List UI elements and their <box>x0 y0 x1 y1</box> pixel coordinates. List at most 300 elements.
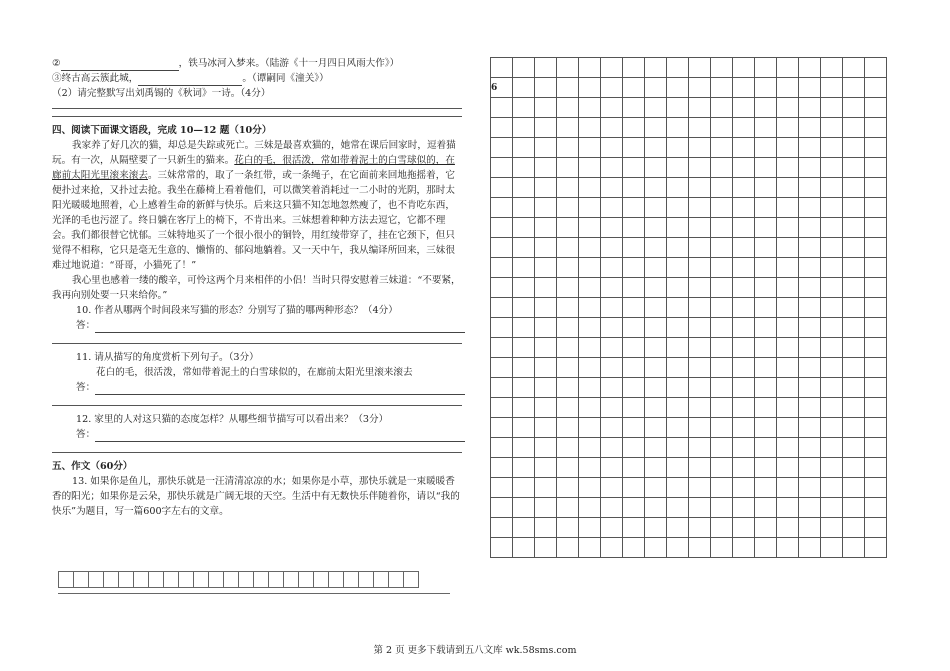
grid-cell[interactable] <box>579 538 601 558</box>
grid-cell[interactable] <box>314 572 329 588</box>
grid-cell[interactable] <box>755 118 777 138</box>
essay-writing-grid[interactable] <box>490 57 887 558</box>
grid-cell[interactable] <box>777 338 799 358</box>
grid-cell[interactable] <box>821 178 843 198</box>
grid-cell[interactable] <box>755 478 777 498</box>
grid-cell[interactable] <box>645 218 667 238</box>
grid-cell[interactable] <box>557 518 579 538</box>
grid-cell[interactable] <box>733 178 755 198</box>
grid-cell[interactable] <box>799 378 821 398</box>
grid-cell[interactable] <box>557 78 579 98</box>
grid-cell[interactable] <box>601 138 623 158</box>
grid-cell[interactable] <box>711 478 733 498</box>
blank[interactable] <box>95 430 465 442</box>
grid-cell[interactable] <box>843 218 865 238</box>
grid-cell[interactable] <box>535 318 557 338</box>
grid-cell[interactable] <box>491 318 513 338</box>
grid-cell[interactable] <box>59 572 74 588</box>
grid-cell[interactable] <box>601 418 623 438</box>
grid-cell[interactable] <box>865 438 887 458</box>
grid-cell[interactable] <box>821 198 843 218</box>
grid-cell[interactable] <box>491 218 513 238</box>
grid-cell[interactable] <box>865 398 887 418</box>
grid-cell[interactable] <box>601 478 623 498</box>
grid-cell[interactable] <box>557 258 579 278</box>
grid-cell[interactable] <box>865 238 887 258</box>
blank[interactable] <box>95 383 465 395</box>
grid-cell[interactable] <box>149 572 164 588</box>
grid-cell[interactable] <box>755 418 777 438</box>
grid-cell[interactable] <box>733 518 755 538</box>
grid-cell[interactable] <box>733 218 755 238</box>
grid-cell[interactable] <box>799 538 821 558</box>
grid-cell[interactable] <box>711 58 733 78</box>
grid-cell[interactable] <box>711 298 733 318</box>
grid-cell[interactable] <box>491 538 513 558</box>
grid-cell[interactable] <box>821 418 843 438</box>
grid-cell[interactable] <box>557 298 579 318</box>
blank[interactable] <box>95 321 465 333</box>
grid-cell[interactable] <box>733 138 755 158</box>
grid-cell[interactable] <box>821 398 843 418</box>
grid-cell[interactable] <box>254 572 269 588</box>
grid-cell[interactable] <box>843 318 865 338</box>
grid-cell[interactable] <box>777 138 799 158</box>
grid-cell[interactable] <box>667 178 689 198</box>
grid-cell[interactable] <box>733 358 755 378</box>
grid-cell[interactable] <box>667 498 689 518</box>
grid-cell[interactable] <box>865 78 887 98</box>
grid-cell[interactable] <box>755 338 777 358</box>
grid-cell[interactable] <box>667 118 689 138</box>
grid-cell[interactable] <box>733 58 755 78</box>
grid-cell[interactable] <box>755 278 777 298</box>
grid-cell[interactable] <box>711 98 733 118</box>
grid-cell[interactable] <box>733 98 755 118</box>
grid-cell[interactable] <box>623 78 645 98</box>
grid-cell[interactable] <box>711 278 733 298</box>
grid-cell[interactable] <box>689 78 711 98</box>
grid-cell[interactable] <box>104 572 119 588</box>
grid-cell[interactable] <box>579 218 601 238</box>
grid-cell[interactable] <box>194 572 209 588</box>
grid-cell[interactable] <box>513 78 535 98</box>
grid-cell[interactable] <box>799 258 821 278</box>
grid-cell[interactable] <box>755 358 777 378</box>
grid-cell[interactable] <box>119 572 134 588</box>
grid-cell[interactable] <box>777 298 799 318</box>
grid-cell[interactable] <box>799 218 821 238</box>
grid-cell[interactable] <box>601 518 623 538</box>
grid-cell[interactable] <box>579 518 601 538</box>
grid-cell[interactable] <box>689 338 711 358</box>
grid-cell[interactable] <box>579 318 601 338</box>
grid-cell[interactable] <box>623 98 645 118</box>
grid-cell[interactable] <box>557 178 579 198</box>
grid-cell[interactable] <box>557 158 579 178</box>
grid-cell[interactable] <box>535 298 557 318</box>
grid-cell[interactable] <box>557 138 579 158</box>
grid-cell[interactable] <box>491 258 513 278</box>
grid-cell[interactable] <box>623 478 645 498</box>
grid-cell[interactable] <box>799 318 821 338</box>
grid-cell[interactable] <box>711 358 733 378</box>
grid-cell[interactable] <box>623 178 645 198</box>
grid-cell[interactable] <box>843 138 865 158</box>
grid-cell[interactable] <box>535 138 557 158</box>
grid-cell[interactable] <box>689 458 711 478</box>
grid-cell[interactable] <box>865 158 887 178</box>
grid-cell[interactable] <box>513 198 535 218</box>
grid-cell[interactable] <box>755 158 777 178</box>
grid-cell[interactable] <box>645 138 667 158</box>
grid-cell[interactable] <box>799 158 821 178</box>
grid-cell[interactable] <box>865 338 887 358</box>
grid-cell[interactable] <box>601 378 623 398</box>
grid-cell[interactable] <box>557 238 579 258</box>
grid-cell[interactable] <box>601 98 623 118</box>
grid-cell[interactable] <box>821 98 843 118</box>
grid-cell[interactable] <box>579 498 601 518</box>
grid-cell[interactable] <box>535 518 557 538</box>
grid-cell[interactable] <box>711 138 733 158</box>
grid-cell[interactable] <box>535 218 557 238</box>
grid-cell[interactable] <box>179 572 194 588</box>
grid-cell[interactable] <box>623 278 645 298</box>
grid-cell[interactable] <box>491 518 513 538</box>
essay-grid-strip[interactable] <box>58 571 419 588</box>
grid-cell[interactable] <box>711 258 733 278</box>
grid-cell[interactable] <box>755 438 777 458</box>
grid-cell[interactable] <box>733 438 755 458</box>
grid-cell[interactable] <box>74 572 89 588</box>
grid-cell[interactable] <box>821 318 843 338</box>
grid-cell[interactable] <box>711 398 733 418</box>
grid-cell[interactable] <box>689 278 711 298</box>
grid-cell[interactable] <box>284 572 299 588</box>
grid-cell[interactable] <box>557 198 579 218</box>
grid-cell[interactable] <box>645 318 667 338</box>
grid-cell[interactable] <box>491 398 513 418</box>
grid-cell[interactable] <box>557 58 579 78</box>
grid-cell[interactable] <box>579 378 601 398</box>
grid-cell[interactable] <box>843 158 865 178</box>
grid-cell[interactable] <box>821 458 843 478</box>
grid-cell[interactable] <box>843 118 865 138</box>
grid-cell[interactable] <box>299 572 314 588</box>
grid-cell[interactable] <box>689 358 711 378</box>
grid-cell[interactable] <box>579 118 601 138</box>
grid-cell[interactable] <box>579 238 601 258</box>
grid-cell[interactable] <box>623 378 645 398</box>
grid-cell[interactable] <box>513 58 535 78</box>
grid-cell[interactable] <box>579 78 601 98</box>
grid-cell[interactable] <box>777 98 799 118</box>
grid-cell[interactable] <box>843 498 865 518</box>
grid-cell[interactable] <box>579 358 601 378</box>
grid-cell[interactable] <box>623 58 645 78</box>
grid-cell[interactable] <box>821 358 843 378</box>
grid-cell[interactable] <box>601 58 623 78</box>
grid-cell[interactable] <box>733 478 755 498</box>
grid-cell[interactable] <box>623 518 645 538</box>
grid-cell[interactable] <box>777 318 799 338</box>
grid-cell[interactable] <box>513 378 535 398</box>
grid-cell[interactable] <box>843 298 865 318</box>
grid-cell[interactable] <box>535 258 557 278</box>
grid-cell[interactable] <box>799 398 821 418</box>
grid-cell[interactable] <box>667 78 689 98</box>
grid-cell[interactable] <box>513 318 535 338</box>
grid-cell[interactable] <box>513 238 535 258</box>
grid-cell[interactable] <box>579 458 601 478</box>
grid-cell[interactable] <box>535 98 557 118</box>
grid-cell[interactable] <box>645 418 667 438</box>
grid-cell[interactable] <box>601 118 623 138</box>
grid-cell[interactable] <box>843 338 865 358</box>
grid-cell[interactable] <box>667 98 689 118</box>
grid-cell[interactable] <box>843 518 865 538</box>
grid-cell[interactable] <box>601 338 623 358</box>
grid-cell[interactable] <box>601 78 623 98</box>
grid-cell[interactable] <box>843 278 865 298</box>
grid-cell[interactable] <box>843 358 865 378</box>
grid-cell[interactable] <box>623 238 645 258</box>
grid-cell[interactable] <box>557 378 579 398</box>
grid-cell[interactable] <box>799 98 821 118</box>
grid-cell[interactable] <box>623 438 645 458</box>
grid-cell[interactable] <box>755 518 777 538</box>
grid-cell[interactable] <box>689 58 711 78</box>
grid-cell[interactable] <box>865 318 887 338</box>
grid-cell[interactable] <box>645 338 667 358</box>
grid-cell[interactable] <box>799 358 821 378</box>
grid-cell[interactable] <box>711 538 733 558</box>
grid-cell[interactable] <box>645 378 667 398</box>
grid-cell[interactable] <box>821 378 843 398</box>
grid-cell[interactable] <box>623 538 645 558</box>
grid-cell[interactable] <box>711 378 733 398</box>
grid-cell[interactable] <box>579 398 601 418</box>
grid-cell[interactable] <box>579 278 601 298</box>
grid-cell[interactable] <box>711 458 733 478</box>
grid-cell[interactable] <box>689 138 711 158</box>
grid-cell[interactable] <box>689 418 711 438</box>
grid-cell[interactable] <box>645 498 667 518</box>
grid-cell[interactable] <box>711 158 733 178</box>
grid-cell[interactable] <box>821 438 843 458</box>
grid-cell[interactable] <box>799 58 821 78</box>
grid-cell[interactable] <box>689 518 711 538</box>
grid-cell[interactable] <box>667 258 689 278</box>
grid-cell[interactable] <box>865 298 887 318</box>
grid-cell[interactable] <box>513 418 535 438</box>
grid-cell[interactable] <box>645 178 667 198</box>
grid-cell[interactable] <box>667 358 689 378</box>
grid-cell[interactable] <box>491 198 513 218</box>
grid-cell[interactable] <box>667 298 689 318</box>
grid-cell[interactable] <box>535 458 557 478</box>
grid-cell[interactable] <box>344 572 359 588</box>
grid-cell[interactable] <box>491 438 513 458</box>
grid-cell[interactable] <box>711 178 733 198</box>
grid-cell[interactable] <box>557 338 579 358</box>
grid-cell[interactable] <box>513 538 535 558</box>
grid-cell[interactable] <box>733 198 755 218</box>
grid-cell[interactable] <box>689 398 711 418</box>
grid-cell[interactable] <box>513 518 535 538</box>
grid-cell[interactable] <box>689 238 711 258</box>
grid-cell[interactable] <box>645 478 667 498</box>
grid-cell[interactable] <box>711 438 733 458</box>
grid-cell[interactable] <box>557 478 579 498</box>
grid-cell[interactable] <box>404 572 419 588</box>
grid-cell[interactable] <box>601 538 623 558</box>
grid-cell[interactable] <box>755 318 777 338</box>
grid-cell[interactable] <box>513 98 535 118</box>
grid-cell[interactable] <box>491 298 513 318</box>
grid-cell[interactable] <box>733 118 755 138</box>
grid-cell[interactable] <box>491 278 513 298</box>
grid-cell[interactable] <box>711 418 733 438</box>
grid-cell[interactable] <box>513 138 535 158</box>
grid-cell[interactable] <box>557 118 579 138</box>
grid-cell[interactable] <box>535 498 557 518</box>
grid-cell[interactable] <box>645 98 667 118</box>
grid-cell[interactable] <box>799 78 821 98</box>
grid-cell[interactable] <box>645 398 667 418</box>
grid-cell[interactable] <box>799 178 821 198</box>
grid-cell[interactable] <box>601 278 623 298</box>
grid-cell[interactable] <box>579 478 601 498</box>
grid-cell[interactable] <box>777 118 799 138</box>
grid-cell[interactable] <box>535 358 557 378</box>
answer-line[interactable] <box>52 333 462 344</box>
grid-cell[interactable] <box>799 418 821 438</box>
grid-cell[interactable] <box>535 538 557 558</box>
grid-cell[interactable] <box>733 238 755 258</box>
grid-cell[interactable] <box>689 498 711 518</box>
grid-cell[interactable] <box>755 538 777 558</box>
grid-cell[interactable] <box>513 358 535 378</box>
grid-cell[interactable] <box>645 158 667 178</box>
grid-cell[interactable] <box>623 218 645 238</box>
grid-cell[interactable] <box>865 278 887 298</box>
grid-cell[interactable] <box>843 58 865 78</box>
grid-cell[interactable] <box>645 298 667 318</box>
grid-cell[interactable] <box>821 538 843 558</box>
grid-cell[interactable] <box>667 398 689 418</box>
grid-cell[interactable] <box>777 198 799 218</box>
grid-cell[interactable] <box>491 378 513 398</box>
grid-cell[interactable] <box>755 218 777 238</box>
grid-cell[interactable] <box>777 358 799 378</box>
grid-cell[interactable] <box>777 58 799 78</box>
grid-cell[interactable] <box>579 138 601 158</box>
grid-cell[interactable] <box>623 158 645 178</box>
grid-cell[interactable] <box>579 178 601 198</box>
grid-cell[interactable] <box>755 498 777 518</box>
grid-cell[interactable] <box>865 118 887 138</box>
grid-cell[interactable] <box>821 478 843 498</box>
grid-cell[interactable] <box>755 178 777 198</box>
grid-cell[interactable] <box>777 518 799 538</box>
grid-cell[interactable] <box>374 572 389 588</box>
grid-cell[interactable] <box>513 498 535 518</box>
grid-cell[interactable] <box>799 138 821 158</box>
grid-cell[interactable] <box>755 238 777 258</box>
grid-cell[interactable] <box>579 258 601 278</box>
grid-cell[interactable] <box>843 98 865 118</box>
grid-cell[interactable] <box>799 238 821 258</box>
grid-cell[interactable] <box>579 438 601 458</box>
grid-cell[interactable] <box>557 538 579 558</box>
grid-cell[interactable] <box>224 572 239 588</box>
grid-cell[interactable] <box>623 418 645 438</box>
grid-cell[interactable] <box>821 338 843 358</box>
grid-cell[interactable] <box>491 338 513 358</box>
grid-cell[interactable] <box>733 258 755 278</box>
grid-cell[interactable] <box>579 298 601 318</box>
grid-cell[interactable] <box>865 178 887 198</box>
grid-cell[interactable] <box>711 78 733 98</box>
grid-cell[interactable] <box>623 458 645 478</box>
grid-cell[interactable] <box>557 278 579 298</box>
grid-cell[interactable] <box>645 58 667 78</box>
grid-cell[interactable] <box>667 378 689 398</box>
grid-cell[interactable] <box>777 418 799 438</box>
grid-cell-marker[interactable]: 6 <box>491 78 513 98</box>
grid-cell[interactable] <box>667 318 689 338</box>
grid-cell[interactable] <box>689 438 711 458</box>
grid-cell[interactable] <box>601 198 623 218</box>
grid-cell[interactable] <box>777 218 799 238</box>
grid-cell[interactable] <box>601 438 623 458</box>
grid-cell[interactable] <box>689 98 711 118</box>
grid-cell[interactable] <box>623 198 645 218</box>
grid-cell[interactable] <box>359 572 374 588</box>
grid-cell[interactable] <box>601 398 623 418</box>
grid-cell[interactable] <box>755 458 777 478</box>
grid-cell[interactable] <box>733 538 755 558</box>
grid-cell[interactable] <box>513 338 535 358</box>
grid-cell[interactable] <box>601 498 623 518</box>
grid-cell[interactable] <box>667 218 689 238</box>
grid-cell[interactable] <box>491 178 513 198</box>
grid-cell[interactable] <box>865 358 887 378</box>
answer-line[interactable] <box>52 395 462 406</box>
grid-cell[interactable] <box>821 258 843 278</box>
grid-cell[interactable] <box>579 338 601 358</box>
grid-cell[interactable] <box>601 298 623 318</box>
grid-cell[interactable] <box>777 258 799 278</box>
grid-cell[interactable] <box>799 198 821 218</box>
grid-cell[interactable] <box>557 418 579 438</box>
grid-cell[interactable] <box>733 78 755 98</box>
grid-cell[interactable] <box>799 458 821 478</box>
grid-cell[interactable] <box>733 378 755 398</box>
grid-cell[interactable] <box>865 478 887 498</box>
grid-cell[interactable] <box>799 118 821 138</box>
grid-cell[interactable] <box>755 98 777 118</box>
grid-cell[interactable] <box>645 358 667 378</box>
grid-cell[interactable] <box>843 478 865 498</box>
grid-cell[interactable] <box>579 58 601 78</box>
grid-cell[interactable] <box>513 458 535 478</box>
grid-cell[interactable] <box>733 158 755 178</box>
answer-line[interactable] <box>52 101 462 109</box>
blank[interactable] <box>138 74 242 86</box>
